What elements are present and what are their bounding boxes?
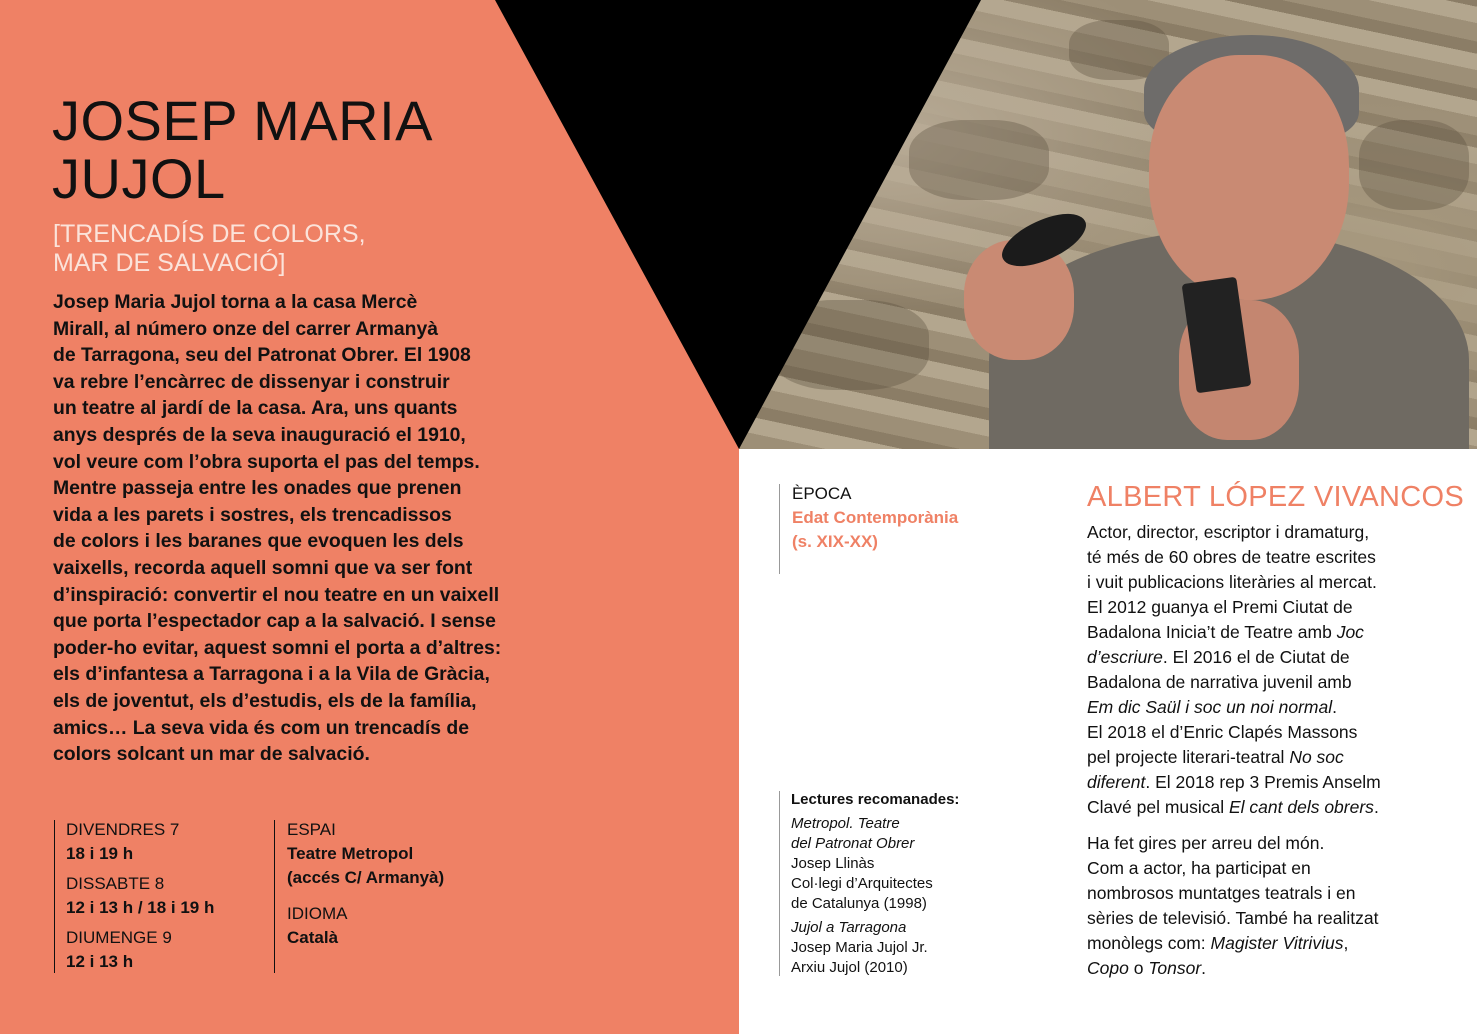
bio-paragraph xyxy=(1087,520,1381,820)
description-line: va rebre l’encàrrec de dissenyar i construir xyxy=(53,370,450,393)
bio-text: Ha fet gires per arreu del món. xyxy=(1087,833,1325,853)
bio-text: . El 2016 el de Ciutat de xyxy=(1162,647,1350,667)
bio-text: . xyxy=(1332,697,1337,717)
bio-line xyxy=(1087,570,1381,595)
bio-work-title: No soc xyxy=(1289,747,1344,767)
bio-line xyxy=(1087,906,1381,931)
era-divider xyxy=(779,484,780,574)
bio-line xyxy=(1087,881,1381,906)
bio-text: o xyxy=(1128,958,1149,978)
schedule xyxy=(66,818,214,974)
description-line: vaixells, recorda aquell somni que va ser font xyxy=(53,556,473,579)
bio-text: Badalona Inicia’t de Teatre amb xyxy=(1087,622,1337,642)
description-line: vol veure com l’obra suporta el pas del temps. xyxy=(53,450,480,473)
bio-line xyxy=(1087,545,1381,570)
bio-work-title: El cant dels obrers xyxy=(1229,797,1374,817)
schedule-day: DISSABTE 8 xyxy=(66,874,165,893)
schedule-times: 12 i 13 h xyxy=(66,952,134,971)
bio-text: Badalona de narrativa juvenil amb xyxy=(1087,672,1352,692)
bio-text: , xyxy=(1343,933,1349,953)
recommended-readings xyxy=(791,790,959,978)
bio-work-title: Em dic Saül i soc un noi normal xyxy=(1087,697,1333,717)
bio-work-title: d’escriure xyxy=(1087,647,1163,667)
language-value: Català xyxy=(287,928,339,947)
bio-work-title: Magister Vitrivius xyxy=(1210,933,1344,953)
bio-text: . xyxy=(1201,958,1207,978)
bio-text: Clavé pel musical xyxy=(1087,797,1229,817)
readings-heading: Lectures recomanades: xyxy=(791,791,960,808)
bio-text: sèries de televisió. També ha realitzat xyxy=(1087,908,1379,928)
venue-divider xyxy=(274,820,275,973)
era-value: (s. XIX-XX) xyxy=(792,532,878,551)
title-line: JUJOL xyxy=(52,147,226,210)
description-line: de colors i les baranes que evoquen les dels xyxy=(53,530,464,553)
era-label: ÈPOCA xyxy=(792,484,852,503)
schedule-times: 12 i 13 h / 18 i 19 h xyxy=(66,898,215,917)
bio-line xyxy=(1087,745,1381,770)
bio-line xyxy=(1087,695,1381,720)
bio-paragraph xyxy=(1087,831,1381,981)
author-bio xyxy=(1087,520,1381,981)
description-line: els d’infantesa a Tarragona i a la Vila de Gràcia, xyxy=(53,663,490,686)
venue-label: ESPAI xyxy=(287,820,336,839)
description-line: un teatre al jardí de la casa. Ara, uns quants xyxy=(53,397,458,420)
bio-line xyxy=(1087,856,1381,881)
schedule-times: 18 i 19 h xyxy=(66,844,134,863)
book-author: Josep Llinàs xyxy=(791,855,875,872)
bio-line xyxy=(1087,770,1381,795)
schedule-day: DIVENDRES 7 xyxy=(66,820,180,839)
era-value: Edat Contemporània xyxy=(792,508,959,527)
book-title: del Patronat Obrer xyxy=(791,835,915,852)
description-line: Josep Maria Jujol torna a la casa Mercè xyxy=(53,291,418,313)
description-line: vida a les parets i sostres, els trencadissos xyxy=(53,503,452,526)
bio-work-title: Joc xyxy=(1336,622,1364,642)
schedule-day: DIUMENGE 9 xyxy=(66,928,172,947)
venue-access: (accés C/ Armanyà) xyxy=(287,868,445,887)
description-line: els de joventut, els d’estudis, els de la família, xyxy=(53,689,477,712)
book-publisher: de Catalunya (1998) xyxy=(791,895,927,912)
book-title: Metropol. Teatre xyxy=(791,815,900,832)
description-line: amics… La seva vida és com un trencadís de xyxy=(53,716,470,739)
era-info xyxy=(792,482,958,554)
description-line: colors solcant un mar de salvació. xyxy=(53,743,370,766)
book-title: Jujol a Tarragona xyxy=(791,919,907,936)
bio-text: nombrosos muntatges teatrals i en xyxy=(1087,883,1356,903)
language-label: IDIOMA xyxy=(287,904,348,923)
venue-info xyxy=(287,818,444,950)
description-line: d’inspiració: convertir el nou teatre en un vaixell xyxy=(53,583,500,606)
bio-text: Actor, director, escriptor i dramaturg, xyxy=(1087,522,1370,542)
bio-work-title: Tonsor xyxy=(1148,958,1202,978)
book-author: Josep Maria Jujol Jr. xyxy=(791,939,928,956)
bio-line xyxy=(1087,620,1381,645)
description-line: de Tarragona, seu del Patronat Obrer. El 1908 xyxy=(53,344,471,367)
bio-text: . El 2018 rep 3 Premis Anselm xyxy=(1145,772,1381,792)
bio-line xyxy=(1087,595,1381,620)
bio-text: pel projecte literari-teatral xyxy=(1087,747,1290,767)
bio-work-title: diferent xyxy=(1087,772,1146,792)
description-line: Mentre passeja entre les onades que prenen xyxy=(53,477,462,500)
bio-work-title: Copo xyxy=(1087,958,1129,978)
subtitle-line: MAR DE SALVACIÓ] xyxy=(53,249,286,277)
title-line: JOSEP MARIA xyxy=(52,89,434,152)
bio-text: Com a actor, ha participat en xyxy=(1087,858,1311,878)
bio-line xyxy=(1087,931,1381,956)
bio-line xyxy=(1087,795,1381,820)
bio-line xyxy=(1087,670,1381,695)
description-line: poder-ho evitar, aquest somni el porta a d’altres: xyxy=(53,636,502,659)
bio-line xyxy=(1087,831,1381,856)
description-line: que porta l’espectador cap a la salvació. I sense xyxy=(53,610,496,633)
bio-line xyxy=(1087,956,1381,981)
bio-text: monòlegs com: xyxy=(1087,933,1211,953)
readings-divider xyxy=(779,791,780,976)
bio-line xyxy=(1087,645,1381,670)
bio-text: El 2018 el d’Enric Clapés Massons xyxy=(1087,722,1358,742)
subtitle-line: [TRENCADÍS DE COLORS, xyxy=(53,220,366,248)
description-line: Mirall, al número onze del carrer Armanyà xyxy=(53,317,439,340)
page-title xyxy=(52,89,492,210)
bio-text: El 2012 guanya el Premi Ciutat de xyxy=(1087,597,1353,617)
bio-line xyxy=(1087,720,1381,745)
bio-text: i vuit publicacions literàries al mercat. xyxy=(1087,572,1377,592)
author-name: ALBERT LÓPEZ VIVANCOS xyxy=(1087,481,1464,513)
book-publisher: Arxiu Jujol (2010) xyxy=(791,959,908,976)
description xyxy=(53,289,573,768)
bio-text: . xyxy=(1373,797,1379,817)
book-publisher: Col·legi d’Arquitectes xyxy=(791,875,933,892)
venue-name: Teatre Metropol xyxy=(287,844,414,863)
schedule-divider xyxy=(54,820,55,973)
bio-line xyxy=(1087,520,1381,545)
subtitle xyxy=(53,220,366,278)
bio-text: té més de 60 obres de teatre escrites xyxy=(1087,547,1376,567)
description-line: anys després de la seva inauguració el 1910, xyxy=(53,423,466,446)
